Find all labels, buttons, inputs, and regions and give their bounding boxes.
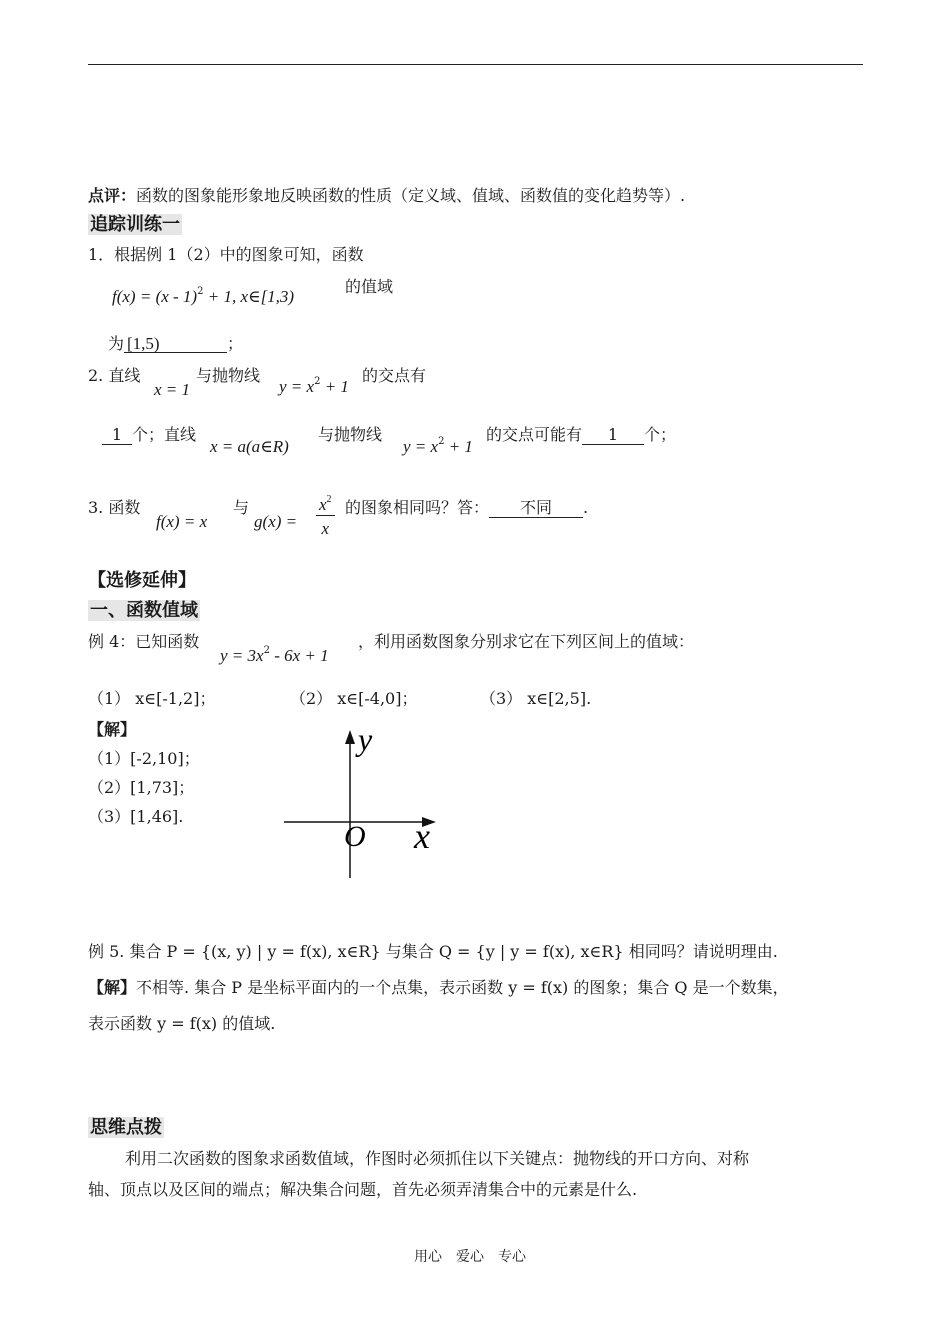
solution-2: （2）[1,73]；	[88, 778, 195, 797]
ex4-suffix: ，利用函数图象分别求它在下列区间上的值域：	[358, 632, 695, 651]
q2-parabola2: $y = x^2 + 1$	[403, 436, 473, 456]
comment-line	[88, 188, 685, 204]
q2-part2-c: 的交点可能有 1 个；	[486, 425, 677, 444]
q2-prefix: 2. 直线	[88, 366, 141, 385]
thinking-line1: 利用二次函数的图象求函数值域，作图时必须抓住以下关键点：抛物线的开口方向、对称	[125, 1149, 750, 1168]
ex4-item-3: （3） x∈[2,5].	[480, 689, 592, 708]
thinking-line2: 轴、顶点以及区间的端点；解决集合问题，首先必须弄清集合中的元素是什么.	[88, 1180, 638, 1199]
q1-answer-blank: [1,5)	[124, 335, 227, 353]
comment-text: 函数的图象能形象地反映函数的性质（定义域、值域、函数值的变化趋势等）.	[136, 186, 686, 205]
q2-answer1-blank: 1	[102, 427, 132, 445]
q2-answer2-blank: 1	[582, 427, 644, 445]
ex5-solution-line2: 表示函数 y = f(x) 的值域.	[88, 1014, 276, 1033]
ex5-solution-line1: 【解】不相等. 集合 P 是坐标平面内的一个点集，表示函数 y = f(x) 的图象；集合 Q 是一个数集，	[88, 978, 789, 997]
q3-suffix: 的图象相同吗？答： 不同 .	[345, 498, 589, 517]
q1-suffix: 的值域	[345, 277, 394, 296]
thinking-title: 思维点拨	[90, 1117, 162, 1138]
comment-label: 点评：	[88, 186, 137, 205]
q2-line: x = 1	[154, 380, 191, 399]
q3-prefix: 3. 函数	[88, 498, 141, 517]
q1-intro: 1．根据例 1（2）中的图象可知，函数	[88, 245, 364, 264]
q3-g: g(x) =	[254, 512, 298, 531]
y-axis-arrow	[345, 730, 355, 744]
origin-label: O	[344, 820, 366, 853]
q2-suffix: 的交点有	[362, 366, 427, 385]
q3-mid: 与	[233, 498, 250, 517]
extension-title: 【选修延伸】	[88, 570, 196, 591]
y-axis-label: y	[358, 724, 373, 757]
x-axis-label: x	[414, 816, 430, 856]
q3-f: f(x) = x	[156, 512, 208, 531]
extension-subtitle: 一、函数值域	[90, 600, 198, 621]
solution-1: （1）[-2,10]；	[88, 749, 200, 768]
solution-label: 【解】	[88, 720, 137, 739]
q2-part2-b: 与抛物线	[318, 425, 383, 444]
q3-answer-blank: 不同	[489, 500, 583, 518]
q1-answer-line: 为 [1,5) ；	[108, 334, 244, 353]
ex4-function: $y = 3x^2 - 6x + 1$	[220, 645, 329, 665]
q2-mid: 与抛物线	[196, 366, 261, 385]
q2-parabola: $y = x^2 + 1$	[279, 376, 349, 396]
solution-3: （3）[1,46].	[88, 807, 184, 826]
ex4-item-1: （1） x∈[-1,2]；	[88, 689, 216, 708]
coordinate-axes	[280, 724, 450, 884]
q3-fraction: $\frac{x^2}{x}$	[316, 496, 335, 537]
tracking-title: 追踪训练一	[90, 214, 180, 235]
ex4-prefix: 例 4：已知函数	[88, 632, 200, 651]
header-rule	[88, 64, 863, 65]
ex4-item-2: （2） x∈[-4,0]；	[290, 689, 418, 708]
ex5-line: 例 5. 集合 P = {(x, y) | y = f(x), x∈R} 与集合 Q = {y | y = f(x), x∈R} 相同吗？请说明理由.	[88, 942, 778, 961]
q2-line2: x = a(a∈R)	[210, 437, 289, 456]
q1-formula: f(x) = (x - 1)$^2$ + 1, x∈[1,3)	[112, 286, 295, 306]
page-footer: 用心 爱心 专心	[414, 1249, 526, 1265]
q2-answer-line: 1 个；直线	[102, 427, 196, 445]
